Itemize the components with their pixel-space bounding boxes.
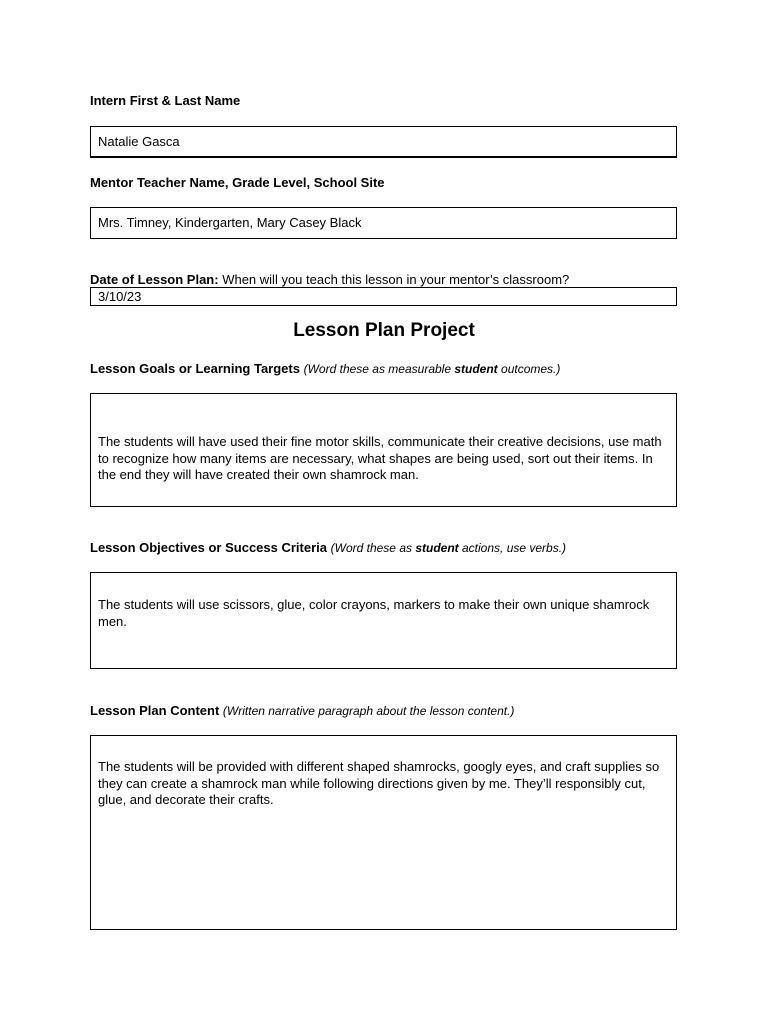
date-field[interactable]: [90, 287, 677, 306]
objectives-value: The students will use scissors, glue, color crayons, markers to make their own unique shamrock men.: [98, 597, 650, 629]
goals-note: (Word these as measurable student outcomes.): [303, 362, 561, 376]
content-field[interactable]: [90, 735, 677, 930]
intern-name-field[interactable]: [90, 126, 677, 158]
objectives-note: (Word these as student actions, use verbs.): [330, 541, 567, 555]
intern-name-label: Intern First & Last Name: [90, 93, 241, 108]
date-question: When will you teach this lesson in your mentor’s classroom?: [222, 272, 570, 287]
content-label-row: [90, 703, 514, 718]
goals-field[interactable]: [90, 393, 677, 507]
goals-value: The students will have used their fine motor skills, communicate their creative decisions, use math to recognize how many items are necessary, what shapes are being used, sort out their items. In the end they will have created their own shamrock man.: [98, 434, 662, 482]
date-label: Date of Lesson Plan:: [90, 272, 219, 287]
content-label: Lesson Plan Content: [90, 703, 220, 718]
intern-name-value: Natalie Gasca: [98, 134, 180, 149]
goals-label-row: [90, 361, 560, 376]
date-label-row: [90, 272, 569, 287]
objectives-label-row: [90, 540, 566, 555]
content-value: The students will be provided with different shaped shamrocks, googly eyes, and craft supplies so they can create a shamrock man while following directions given by me. They’ll responsibly cut, glue, and decorate their crafts.: [98, 759, 660, 807]
mentor-info-label: Mentor Teacher Name, Grade Level, School Site: [90, 175, 385, 190]
mentor-info-value: Mrs. Timney, Kindergarten, Mary Casey Black: [98, 215, 362, 230]
objectives-field[interactable]: [90, 572, 677, 669]
page-title: Lesson Plan Project: [293, 320, 475, 341]
content-note: (Written narrative paragraph about the lesson content.): [222, 704, 515, 718]
mentor-info-field[interactable]: [90, 207, 677, 239]
goals-label: Lesson Goals or Learning Targets: [90, 361, 300, 376]
objectives-label: Lesson Objectives or Success Criteria: [90, 540, 327, 555]
date-value: 3/10/23: [98, 289, 142, 304]
